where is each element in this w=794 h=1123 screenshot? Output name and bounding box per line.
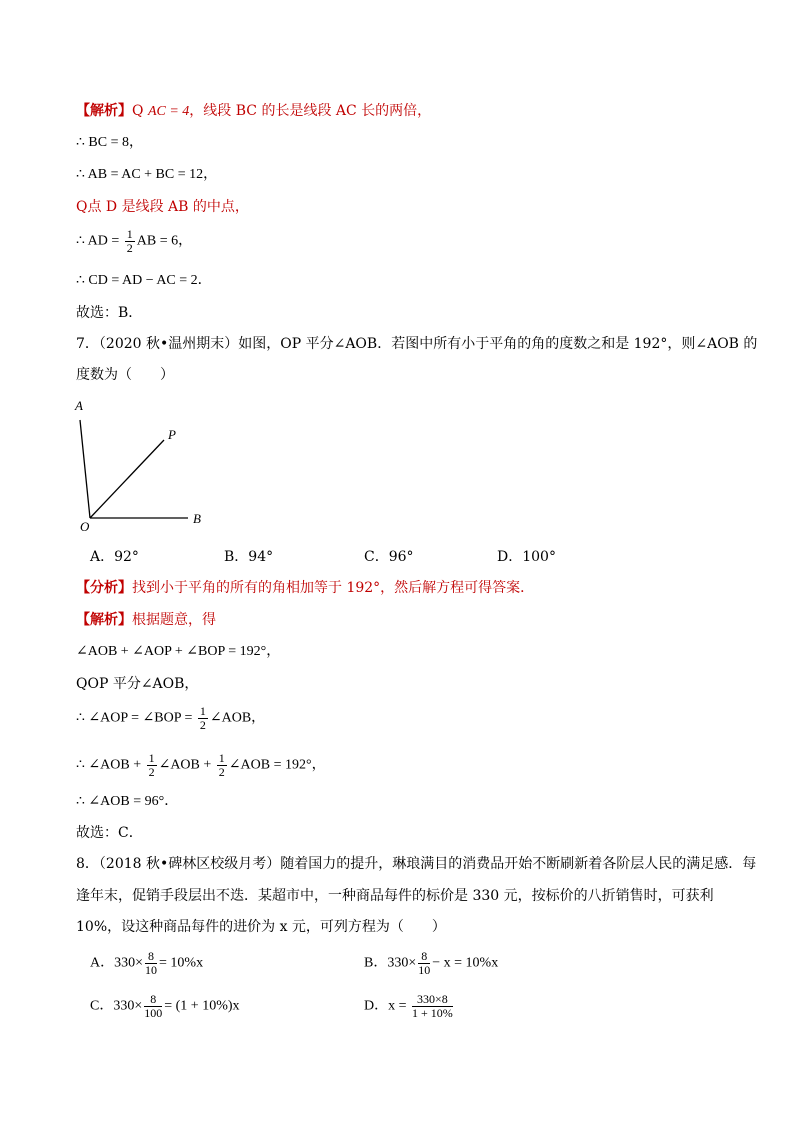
q6-solution-line-3: ∴ AB = AC + BC = 12，: [76, 167, 218, 182]
q7-option-a[interactable]: A．92°: [90, 549, 139, 565]
label-p: P: [168, 427, 176, 442]
q6-solution-line-1: 【解析】Q AC = 4，线段 BC 的长是线段 AC 长的两倍，: [76, 103, 432, 119]
fraction: $\frac{1}{2}$: [218, 751, 225, 779]
angle-figure: [70, 392, 220, 537]
q7-solution-line-5: ∴ ∠AOB = 96°．: [76, 794, 179, 809]
q7-solution-line-2: QOP 平分∠AOB，: [76, 676, 199, 692]
ray-op: [90, 440, 164, 518]
solution-tag: 【解析】: [76, 103, 132, 119]
q7-option-c[interactable]: C．96°: [364, 549, 414, 565]
q7-solution-line-3: ∴ ∠AOP = ∠BOP = $\frac{1}{2}$ ∠AOB，: [76, 704, 266, 732]
q7-solution-line-4: ∴ ∠AOB + $\frac{1}{2}$ ∠AOB + $\frac{1}{2}$ ∠AOB = 192°，: [76, 751, 326, 779]
q7-stem-line-2: 度数为（ ）: [76, 367, 174, 383]
fraction: $\frac{8}{10}$: [418, 949, 431, 977]
q6-solution-line-2: ∴ BC = 8，: [76, 135, 143, 150]
q6-solution-line-6: ∴ CD = AD − AC = 2．: [76, 273, 212, 288]
fraction: $\frac{1}{2}$: [199, 704, 206, 732]
q8-option-d[interactable]: D．x = $\frac{330\times 8}{1 + 10\%}$: [364, 992, 453, 1020]
label-b: B: [193, 511, 201, 526]
q7-solution-line-1: ∠AOB + ∠AOP + ∠BOP = 192°，: [76, 644, 281, 659]
ray-oa: [80, 420, 90, 518]
fraction: $\frac{8}{10}$: [145, 949, 158, 977]
q7-stem-line-1: 7．（2020 秋•温州期末）如图，OP 平分∠AOB．若图中所有小于平角的角的度数之和是 192°，则∠AOB 的: [76, 336, 758, 352]
fraction: $\frac{1}{2}$: [126, 227, 133, 255]
q8-stem-line-1: 8．（2018 秋•碑林区校级月考）随着国力的提升，琳琅满目的消费品开始不断刷新着各阶层人民的满足感．每: [76, 856, 757, 872]
q8-option-c[interactable]: C．330× $\frac{8}{100}$ = (1 + 10%)x: [90, 992, 240, 1020]
label-o: O: [80, 519, 90, 534]
fraction: $\frac{1}{2}$: [148, 751, 155, 779]
q8-stem-line-2: 逢年末，促销手段层出不迭．某超市中，一种商品每件的标价是 330 元，按标价的八折销售时，可获利: [76, 888, 714, 904]
fraction: $\frac{330\times 8}{1 + 10\%}$: [412, 992, 453, 1020]
q6-solution-line-5: ∴ AD = $\frac{1}{2}$ AB = 6，: [76, 227, 193, 255]
q7-option-d[interactable]: D．100°: [497, 549, 556, 565]
q7-answer: 故选：C．: [76, 825, 143, 841]
q8-option-a[interactable]: A．330× $\frac{8}{10}$ = 10%x: [90, 949, 204, 977]
q8-option-b[interactable]: B．330× $\frac{8}{10}$ − x = 10%x: [364, 949, 499, 977]
fraction: $\frac{8}{100}$: [144, 992, 163, 1020]
q7-option-b[interactable]: B．94°: [224, 549, 274, 565]
q7-solution-intro: 【解析】根据题意，得: [76, 612, 216, 628]
q6-solution-line-4: Q点 D 是线段 AB 的中点，: [76, 199, 249, 215]
q6-answer: 故选：B．: [76, 305, 143, 321]
label-a: A: [75, 398, 83, 413]
q7-analysis: 【分析】找到小于平角的所有的角相加等于 192°，然后解方程可得答案．: [76, 580, 535, 596]
q8-stem-line-3: 10%，设这种商品每件的进价为 x 元，可列方程为（ ）: [76, 919, 446, 935]
